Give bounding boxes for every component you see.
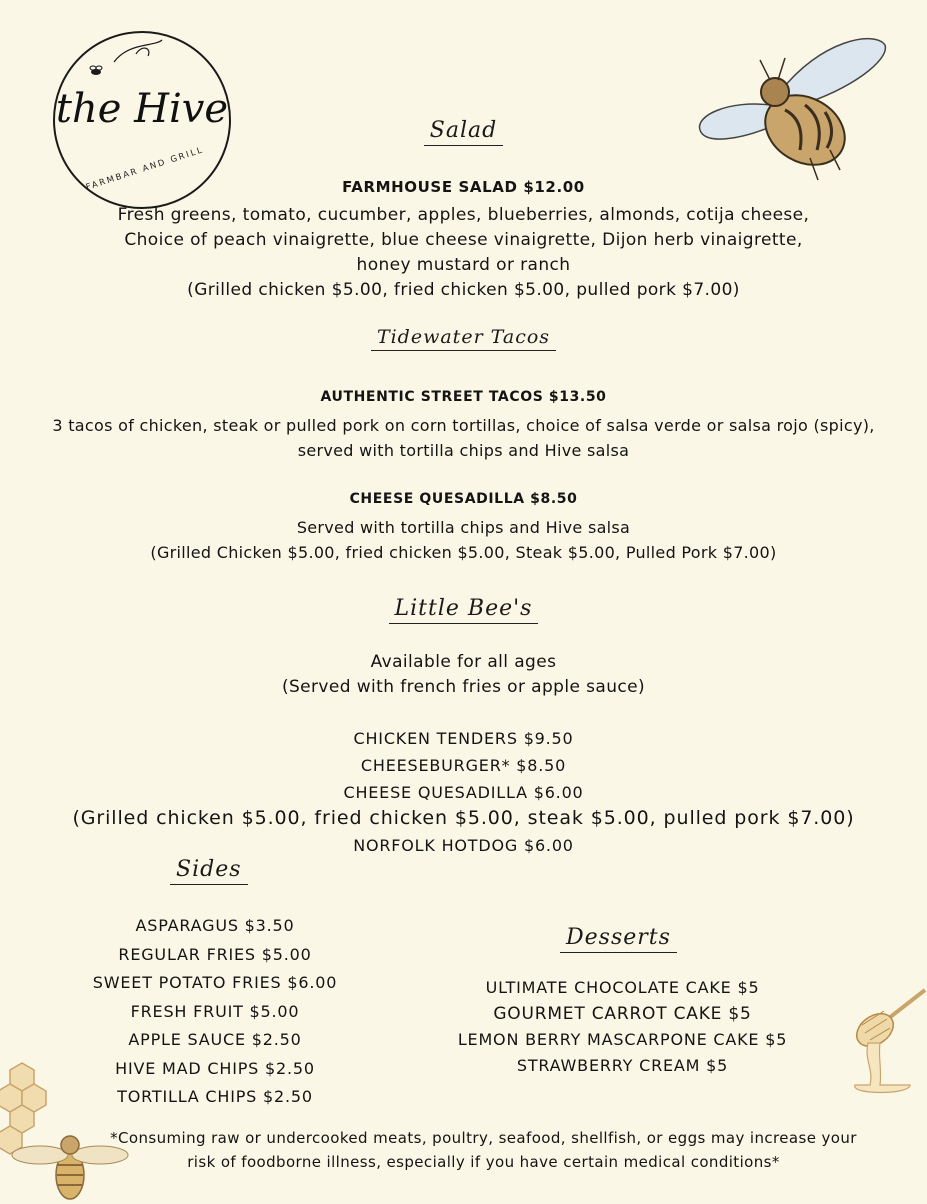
list-item: GOURMET CARROT CAKE $5: [493, 1004, 752, 1024]
tacos-item-description: [0, 413, 927, 463]
tacos-heading: Tidewater Tacos: [371, 326, 556, 351]
salad-line: honey mustard or ranch: [356, 255, 571, 275]
little-bees-intro-line: (Served with french fries or apple sauce): [281, 677, 646, 697]
salad-heading: Salad: [424, 118, 503, 146]
quesadilla-line: Served with tortilla chips and Hive salsa: [296, 518, 631, 537]
tacos-line: served with tortilla chips and Hive salsa: [297, 441, 630, 460]
salad-item-title: FARMHOUSE SALAD $12.00: [342, 178, 585, 196]
desserts-list: [430, 975, 815, 1079]
footer-line: risk of foodborne illness, especially if you have certain medical conditions*: [187, 1153, 780, 1171]
list-item: TORTILLA CHIPS $2.50: [117, 1087, 313, 1106]
salad-heading-wrap: [0, 118, 927, 146]
salad-line: Fresh greens, tomato, cucumber, apples, blueberries, almonds, cotija cheese,: [117, 205, 810, 225]
list-item: CHEESEBURGER* $8.50: [360, 756, 567, 775]
list-item: CHEESE QUESADILLA $6.00: [343, 783, 584, 802]
salad-description: [0, 203, 927, 303]
honey-dipper-icon: [840, 985, 927, 1100]
quesadilla-item-title: CHEESE QUESADILLA $8.50: [349, 491, 578, 507]
desserts-heading-wrap: [560, 925, 677, 953]
footer-disclaimer: [0, 1126, 927, 1174]
list-item: CHICKEN TENDERS $9.50: [353, 729, 574, 748]
list-item: STRAWBERRY CREAM $5: [516, 1056, 729, 1075]
list-item: LEMON BERRY MASCARPONE CAKE $5: [457, 1030, 788, 1049]
little-bees-addons: (Grilled chicken $5.00, fried chicken $5.00, steak $5.00, pulled pork $7.00): [72, 807, 855, 829]
little-bees-intro: [0, 650, 927, 700]
desserts-heading: Desserts: [560, 925, 677, 953]
little-bees-heading: Little Bee's: [389, 596, 539, 624]
salad-line: (Grilled chicken $5.00, fried chicken $5.00, pulled pork $7.00): [187, 280, 740, 300]
sides-heading: Sides: [170, 857, 248, 885]
list-item: ULTIMATE CHOCOLATE CAKE $5: [485, 978, 760, 997]
quesadilla-item-description: [0, 515, 927, 565]
little-bees-intro-line: Available for all ages: [370, 652, 557, 672]
footer-line: *Consuming raw or undercooked meats, poultry, seafood, shellfish, or eggs may increase your: [110, 1129, 857, 1147]
list-item: SWEET POTATO FRIES $6.00: [92, 973, 338, 992]
little-bees-heading-wrap: [0, 596, 927, 624]
sides-heading-wrap: [170, 857, 248, 885]
logo-tagline: FARMBAR AND GRILL: [84, 145, 206, 193]
list-item: REGULAR FRIES $5.00: [118, 944, 312, 964]
tacos-item-title: AUTHENTIC STREET TACOS $13.50: [320, 389, 607, 405]
list-item: FRESH FRUIT $5.00: [130, 1001, 300, 1021]
tacos-line: 3 tacos of chicken, steak or pulled pork on corn tortillas, choice of salsa verde or salsa rojo (spicy),: [52, 416, 875, 435]
bee-illustration-icon: [690, 30, 890, 185]
list-item: ASPARAGUS $3.50: [135, 916, 295, 935]
logo-name: the Hive: [55, 86, 229, 132]
list-item: HIVE MAD CHIPS $2.50: [115, 1058, 315, 1078]
little-bees-last-item: NORFOLK HOTDOG $6.00: [353, 836, 574, 855]
little-bees-items: [0, 725, 927, 806]
tacos-heading-wrap: [0, 326, 927, 351]
list-item: APPLE SAUCE $2.50: [128, 1030, 302, 1049]
salad-line: Choice of peach vinaigrette, blue cheese vinaigrette, Dijon herb vinaigrette,: [124, 230, 803, 250]
quesadilla-line: (Grilled Chicken $5.00, fried chicken $5.00, Steak $5.00, Pulled Pork $7.00): [150, 543, 777, 562]
